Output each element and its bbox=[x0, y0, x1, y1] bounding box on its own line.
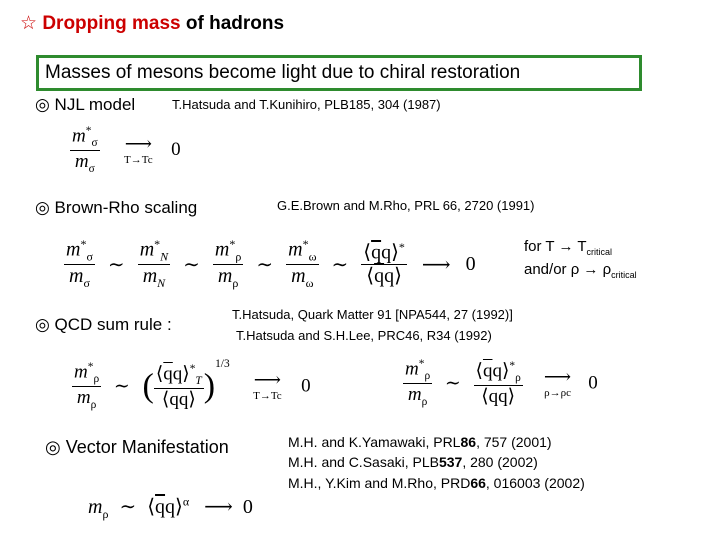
headline-box bbox=[36, 55, 642, 91]
vm-label: ◎ Vector Manifestation bbox=[45, 437, 229, 457]
br-arrow: ⟶ bbox=[421, 254, 451, 277]
br-frac-condensate: $\frac{⟨\overline{q}q⟩^*}{⟨\overline{q}q⟩}$ bbox=[363, 239, 405, 288]
br-condition-2: and/or $\rho \to \rho_{critical}$ bbox=[524, 260, 637, 280]
qcd-label: ◎ QCD sum rule : bbox=[35, 315, 172, 334]
br-tilde-2: ∼ bbox=[183, 254, 200, 277]
title-rest: of hadrons bbox=[180, 13, 285, 34]
br-condition-1: for $T \to T_{critical}$ bbox=[524, 238, 613, 257]
brown-rho-formula bbox=[64, 238, 476, 291]
njl-limit bbox=[110, 135, 166, 166]
njl-formula bbox=[70, 125, 181, 176]
vm-rhs: 0 bbox=[242, 496, 253, 518]
br-conditions bbox=[524, 236, 637, 281]
qcd-exponent: 1/3 bbox=[215, 358, 230, 370]
headline-text: Masses of mesons become light due to chiral restoration bbox=[45, 62, 521, 83]
njl-rhs: 0 bbox=[171, 138, 181, 160]
njl-denominator: $m_\sigma$ bbox=[74, 151, 95, 176]
br-frac-sigma: $\frac{m^*_\sigma}{m_\sigma}$ bbox=[66, 237, 93, 291]
star-icon: ☆ bbox=[20, 12, 38, 34]
br-frac-N: $\frac{m^*_N}{m_N}$ bbox=[139, 237, 169, 291]
br-frac-rho: $\frac{m^*_\rho}{m_\rho}$ bbox=[214, 237, 242, 291]
br-tilde-4: ∼ bbox=[331, 254, 349, 277]
qcd-formula-rho: $\frac{m^*_\rho}{m_\rho}$ ∼ $\frac{⟨\overline{q}q⟩^*_\rho}{⟨\overline{q}q⟩}$ ⟶ ρ→ρc 0 bbox=[405, 358, 598, 409]
vm-reference-3: M.H., Y.Kim and M.Rho, PRD66, 016003 (2002) bbox=[288, 474, 585, 491]
njl-limit-text: T→Tc bbox=[124, 154, 153, 167]
vm-references bbox=[288, 432, 585, 493]
br-tilde-1: ∼ bbox=[107, 254, 125, 277]
vm-formula: $m_\rho$ ∼ $⟨\overline{q}q⟩^\alpha$ ⟶ 0 bbox=[88, 494, 253, 521]
njl-label: ◎ NJL model bbox=[35, 95, 136, 114]
brown-rho-reference: G.E.Brown and M.Rho, PRL 66, 2720 (1991) bbox=[277, 198, 535, 213]
qcd-formula-T: $\frac{m^*_\rho}{m_\rho}$ ∼ ( $\frac{⟨\overline{q}q⟩^*_T}{⟨\overline{q}q⟩}$ )$^{1/3}$ ⟶ T→Tc 0 bbox=[74, 358, 311, 412]
page-title bbox=[20, 12, 284, 35]
br-rhs: 0 bbox=[465, 253, 476, 276]
njl-numerator: $m^*_\sigma$ bbox=[70, 125, 100, 151]
njl-arrow: ⟶ bbox=[124, 134, 152, 156]
njl-reference: T.Hatsuda and T.Kunihiro, PLB185, 304 (1987) bbox=[172, 97, 441, 112]
title-highlight: Dropping mass bbox=[42, 13, 181, 34]
brown-rho-label: ◎ Brown-Rho scaling bbox=[35, 198, 198, 217]
njl-fraction bbox=[70, 125, 100, 176]
qcd-rhs-2: 0 bbox=[588, 372, 598, 394]
vm-reference-2: M.H. and C.Sasaki, PLB537, 280 (2002) bbox=[288, 454, 538, 471]
qcd-references bbox=[232, 305, 513, 347]
qcd-reference-1: T.Hatsuda, Quark Matter 91 [NPA544, 27 (1992)] bbox=[232, 307, 513, 322]
vm-alpha: α bbox=[182, 494, 190, 509]
vm-reference-1: M.H. and K.Yamawaki, PRL86, 757 (2001) bbox=[288, 434, 552, 450]
br-frac-omega: $\frac{m^*_\omega}{m_\omega}$ bbox=[288, 237, 317, 291]
qcd-rhs-1: 0 bbox=[301, 375, 311, 397]
qcd-limit-T: T→Tc bbox=[253, 390, 282, 403]
qcd-reference-2: T.Hatsuda and S.H.Lee, PRC46, R34 (1992) bbox=[236, 327, 492, 343]
br-tilde-3: ∼ bbox=[256, 254, 274, 277]
qcd-limit-rho: ρ→ρc bbox=[544, 387, 571, 400]
